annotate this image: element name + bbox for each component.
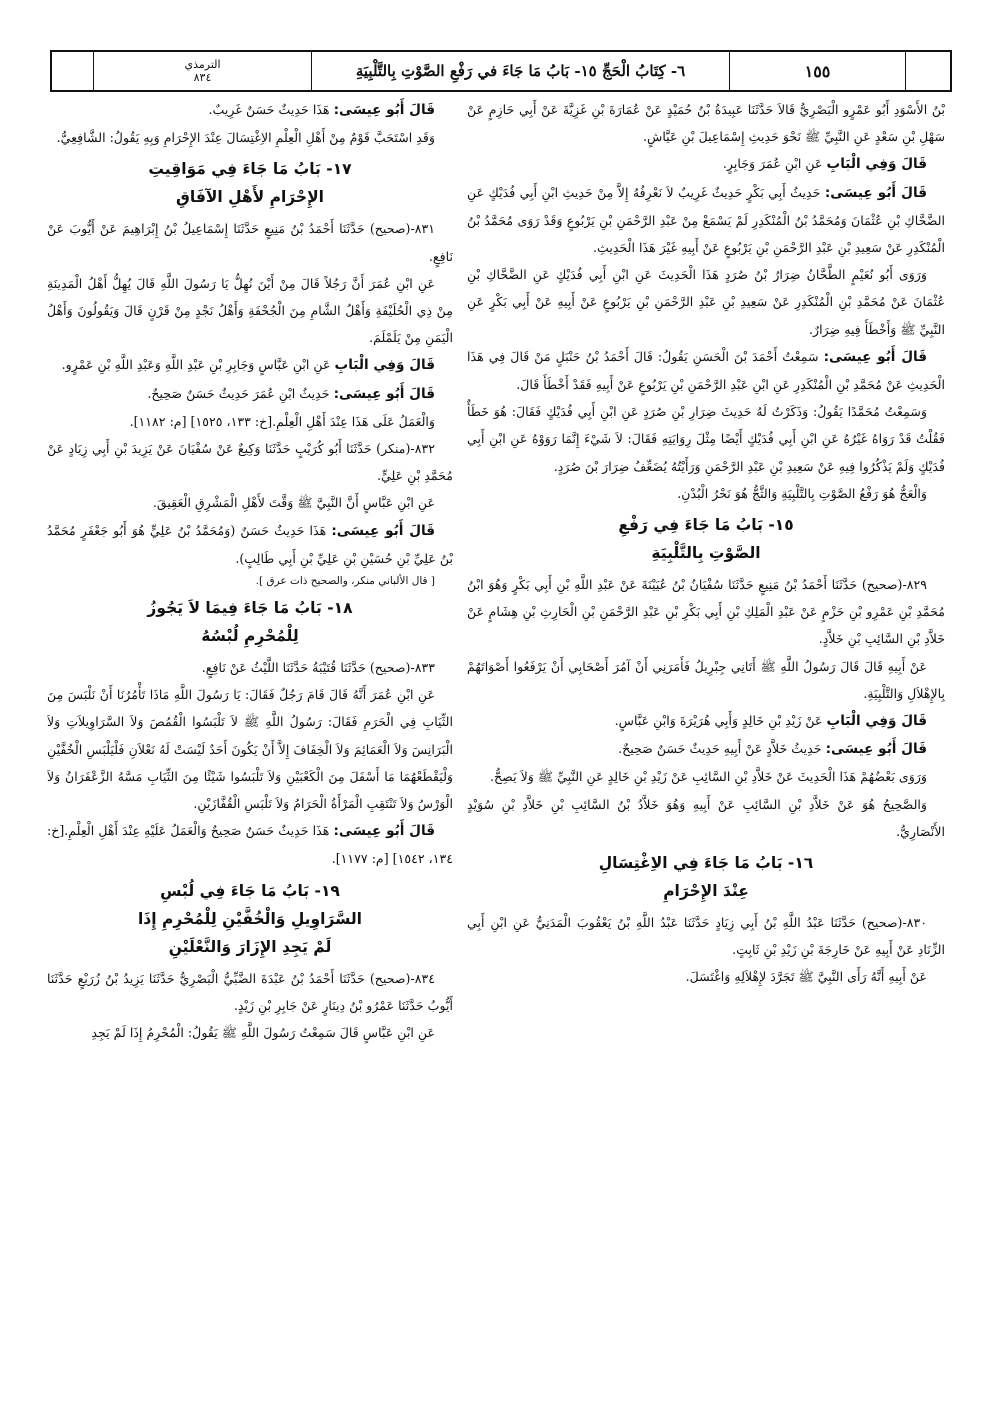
- paragraph: عَنْ أَبِيهِ أَنَّهُ رَأَى النَّبِيَّ ﷺ تَجَرَّدَ لإِهْلاَلِهِ وَاغْتَسَلَ.: [685, 969, 927, 985]
- chapter-heading: [47, 155, 453, 211]
- narrator-label: قَالَ وَفِي الْبَابِ: [826, 713, 927, 730]
- narrator-label: قَالَ أَبُو عِيسَى:: [333, 385, 435, 402]
- chapter-heading: [47, 594, 453, 650]
- narrator-label: قَالَ أَبُو عِيسَى:: [825, 741, 927, 758]
- paragraph-text: حَدِيثُ أَبِي بَكْرٍ حَدِيثٌ غَرِيبٌ لاَ نَعْرِفُهُ إِلاَّ مِنْ حَدِيثِ ابْنِ أَبِي فُدَيْكٍ عَنِ الضَّحَّاكِ بْنِ عُثْمَانَ وَمُحَمَّدُ بْنُ الْمُنْكَدِرِ لَمْ يَسْمَعْ مِنْ عَبْدِ الرَّحْمَنِ بْنِ يَرْبُوعٍ وَقَدْ رَوَى مُحَمَّدُ بْنُ الْمُنْكَدِرِ عَنْ سَعِيدِ بْنِ عَبْدِ الرَّحْمَنِ بْنِ يَرْبُوعٍ عَنْ أَبِيهِ غَيْرَ هَذَا الْحَدِيثِ.: [467, 184, 945, 256]
- footnote: [ قال الألباني منكر، والصحيح ذات عرق ].: [255, 575, 435, 588]
- right-column: [467, 96, 945, 1386]
- chapter-heading-line: ١٨- بَابُ مَا جَاءَ فِيمَا لاَ يَجُوزُ: [147, 599, 353, 618]
- paragraph: [47, 351, 453, 379]
- narrator-label: قَالَ وَفِي الْبَابِ: [334, 357, 435, 374]
- paragraph-text: هَذَا حَدِيثٌ حَسَنٌ صَحِيحٌ وَالْعَمَلُ عَلَيْهِ عِنْدَ أَهْلِ الْعِلْمِ.[خ: ١٣٤، ١٥٤٢] [م: ١١٧٧].: [47, 823, 453, 867]
- narrator-label: قَالَ أَبُو عِيسَى:: [333, 823, 435, 840]
- header-empty-cell: [52, 52, 94, 90]
- chapter-heading-line: عِنْدَ الإِحْرَامِ: [663, 882, 749, 901]
- header-ref-number: ٨٣٤: [193, 71, 212, 84]
- paragraph: عَنِ ابْنِ عَبَّاسٍ أَنَّ النَّبِيَّ ﷺ وَقَّتَ لأَهْلِ الْمَشْرِقِ الْعَقِيقَ.: [152, 495, 435, 511]
- narrator-label: قَالَ وَفِي الْبَابِ: [826, 156, 927, 173]
- paragraph-text: عَنْ زَيْدِ بْنِ خَالِدٍ وَأَبِي هُرَيْرَةَ وَابْنِ عَبَّاسٍ.: [614, 713, 827, 729]
- narrator-label: قَالَ أَبُو عِيسَى:: [823, 348, 927, 365]
- paragraph: [47, 380, 453, 408]
- chapter-heading: [47, 877, 453, 961]
- paragraph: عَنِ ابْنِ عُمَرَ أَنَّهُ قَالَ قَامَ رَجُلٌ فَقَالَ: يَا رَسُولَ اللَّهِ مَاذَا تَأْمُرُنَا أَنْ نَلْبَسَ مِنَ الثِّيَابِ فِي الْحَرَمِ فَقَالَ: رَسُولُ اللَّهِ ﷺ لاَ تَلْبَسُوا الْقُمُصَ وَلاَ السَّرَاوِيلاَتِ وَلاَ الْبَرَانِسَ وَلاَ الْعَمَائِمَ وَلاَ الْخِفَافَ إِلاَّ أَنْ يَكُونَ أَحَدٌ لَيْسَتْ لَهُ نَعْلاَنِ فَلْيَلْبَسِ الْخُفَّيْنِ وَلْيَقْطَعْهُمَا مَا أَسْفَلَ مِنَ الْكَعْبَيْنِ وَلاَ تَلْبَسُوا شَيْئًا مِنَ الثِّيَابِ مَسَّهُ الزَّعْفَرَانُ وَلاَ الْوَرْسُ وَلاَ تَنْتَقِبِ الْمَرْأَةُ الْحَرَامُ وَلاَ تَلْبَسِ الْقُفَّازَيْنِ.: [47, 687, 453, 812]
- page-header: [50, 50, 952, 92]
- header-empty-cell: [906, 52, 950, 90]
- paragraph: وَسَمِعْتُ مُحَمَّدًا يَقُولُ: وَذَكَرْتُ لَهُ حَدِيثَ ضِرَارِ بْنِ صُرَدٍ عَنِ ابْنِ أَبِي فُدَيْكٍ فَقَالَ: هُوَ خَطَأٌ فَقُلْتُ قَدْ رَوَاهُ غَيْرُهُ عَنِ ابْنِ أَبِي فُدَيْكٍ أَيْضًا مِثْلَ رِوَايَتِهِ فَقَالَ: لاَ شَيْءَ إِنَّمَا رَوَوْهُ عَنِ ابْنِ أَبِي فُدَيْكٍ وَلَمْ يَذْكُرُوا فِيهِ عَنْ سَعِيدِ بْنِ عَبْدِ الرَّحْمَنِ وَرَأَيْتُهُ يُضَعِّفُ ضِرَارَ بْنَ صُرَدٍ.: [467, 404, 945, 474]
- chapter-heading-line: السَّرَاوِيلِ وَالْخُفَّيْنِ لِلْمُحْرِمِ إِذَا: [137, 909, 362, 928]
- header-ref-source: الترمذي: [184, 58, 221, 71]
- chapter-heading-line: ١٩- بَابُ مَا جَاءَ فِي لُبْسِ: [160, 881, 340, 900]
- hadith-paragraph: ٨٢٩-(صحيح) حَدَّثَنَا أَحْمَدُ بْنُ مَنِيعٍ حَدَّثَنَا سُفْيَانُ بْنُ عُيَيْنَةَ عَنْ عَبْدِ اللَّهِ بْنِ أَبِي بَكْرٍ وَهُوَ ابْنُ مُحَمَّدِ بْنِ عَمْرِو بْنِ حَزْمٍ عَنْ عَبْدِ الْمَلِكِ بْنِ أَبِي بَكْرِ بْنِ عَبْدِ الرَّحْمَنِ بْنِ الْحَارِثِ بْنِ هِشَامٍ عَنْ خَلاَّدِ بْنِ السَّائِبِ بْنِ خَلاَّدٍ.: [467, 577, 945, 647]
- paragraph: [47, 817, 453, 872]
- paragraph: [467, 707, 945, 735]
- paragraph: [467, 735, 945, 763]
- chapter-heading-line: لِلْمُحْرِمِ لُبْسُهُ: [201, 627, 299, 646]
- hadith-paragraph: ٨٣٤-(صحيح) حَدَّثَنَا أَحْمَدُ بْنُ عَبْدَةَ الضَّبِّيُّ الْبَصْرِيُّ حَدَّثَنَا يَزِيدُ بْنُ زُرَيْعٍ حَدَّثَنَا أَيُّوبُ حَدَّثَنَا عَمْرُو بْنُ دِينَارٍ عَنْ جَابِرِ بْنِ زَيْدٍ.: [47, 970, 453, 1013]
- chapter-heading: [467, 511, 945, 567]
- chapter-heading-line: ١٥- بَابُ مَا جَاءَ فِي رَفْعِ: [618, 516, 794, 535]
- paragraph-text: هَذَا حَدِيثٌ حَسَنٌ غَرِيبٌ.: [208, 102, 334, 117]
- left-column: [47, 96, 453, 1386]
- paragraph: وَقَدِ اسْتَحَبَّ قَوْمٌ مِنْ أَهْلِ الْعِلْمِ الاِغْتِسَالَ عِنْدَ الإِحْرَامِ وَبِهِ يَقُولُ: الشَّافِعِيُّ.: [56, 130, 435, 146]
- paragraph: بْنُ الأَسْوَدِ أَبُو عَمْرٍو الْبَصْرِيُّ قَالاَ حَدَّثَنَا عَبِيدَةُ بْنُ حُمَيْدٍ عَنْ عُمَارَةَ بْنِ غَزِيَّةَ عَنْ أَبِي حَازِمٍ عَنْ سَهْلِ بْنِ سَعْدٍ عَنِ النَّبِيِّ ﷺ نَحْوَ حَدِيثِ إِسْمَاعِيلَ بْنِ عَيَّاشٍ.: [467, 102, 945, 145]
- paragraph: [467, 179, 945, 262]
- chapter-heading-line: ١٧- بَابُ مَا جَاءَ فِي مَوَاقِيتِ: [148, 160, 352, 179]
- paragraph: عَنِ ابْنِ عُمَرَ أَنَّ رَجُلاً قَالَ مِنْ أَيْنَ نُهِلُّ يَا رَسُولَ اللَّهِ قَالَ يُهِلُّ أَهْلُ الْمَدِينَةِ مِنْ ذِي الْحُلَيْفَةِ وَأَهْلُ الشَّامِ مِنَ الْجُحْفَةِ وَأَهْلُ نَجْدٍ مِنْ قَرْنٍ قَالَ وَيَقُولُونَ وَأَهْلُ الْيَمَنِ مِنْ يَلَمْلَمَ.: [47, 275, 453, 346]
- hadith-paragraph: ٨٣١-(صحيح) حَدَّثَنَا أَحْمَدُ بْنُ مَنِيعٍ حَدَّثَنَا إِسْمَاعِيلُ بْنُ إِبْرَاهِيمَ عَنْ أَيُّوبَ عَنْ نَافِعٍ.: [47, 221, 453, 264]
- chapter-heading: [467, 849, 945, 905]
- paragraph: وَالْعَمَلُ عَلَى هَذَا عِنْدَ أَهْلِ الْعِلْمِ.[خ: ١٣٣، ١٥٢٥] [م: ١١٨٢].: [129, 413, 435, 429]
- paragraph-text: هَذَا حَدِيثٌ حَسَنٌ (وَمُحَمَّدُ بْنُ عَلِيٍّ هُوَ أَبُو جَعْفَرٍ مُحَمَّدُ بْنُ عَلِيِّ بْنِ حُسَيْنِ بْنِ عَلِيِّ بْنِ أَبِي طَالِبٍ).: [47, 522, 453, 566]
- page-number: ١٥٥: [730, 52, 906, 90]
- narrator-label: قَالَ أَبُو عِيسَى:: [824, 184, 927, 201]
- paragraph: وَرَوَى بَعْضُهُمْ هَذَا الْحَدِيثَ عَنْ خَلاَّدِ بْنِ السَّائِبِ عَنْ زَيْدِ بْنِ خَالِدٍ عَنِ النَّبِيِّ ﷺ وَلاَ يَصِحُّ.: [490, 769, 927, 785]
- paragraph: وَالصَّحِيحُ هُوَ عَنْ خَلاَّدِ بْنِ السَّائِبِ عَنْ أَبِيهِ وَهُوَ خَلاَّدُ بْنُ السَّائِبِ بْنِ خَلاَّدِ بْنِ سُوَيْدٍ الأَنْصَارِيُّ.: [467, 796, 945, 839]
- paragraph: [47, 517, 453, 572]
- hadith-paragraph: ٨٣٣-(صحيح) حَدَّثَنَا قُتَيْبَةُ حَدَّثَنَا اللَّيْثُ عَنْ نَافِعٍ.: [201, 660, 435, 676]
- narrator-label: قَالَ أَبُو عِيسَى:: [331, 522, 435, 539]
- narrator-label: قَالَ أَبُو عِيسَى:: [333, 102, 435, 118]
- paragraph-text: عَنِ ابْنِ عَبَّاسٍ وَجَابِرِ بْنِ عَبْدِ اللَّهِ وَعَبْدِ اللَّهِ بْنِ عَمْرٍو.: [61, 357, 335, 373]
- paragraph: وَرَوَى أَبُو نُعَيْمٍ الطَّحَّانُ ضِرَارُ بْنُ صُرَدٍ هَذَا الْحَدِيثَ عَنِ ابْنِ أَبِي فُدَيْكٍ عَنِ الضَّحَّاكِ بْنِ عُثْمَانَ عَنْ مُحَمَّدِ بْنِ الْمُنْكَدِرِ عَنْ سَعِيدِ بْنِ عَبْدِ الرَّحْمَنِ بْنِ يَرْبُوعٍ عَنْ أَبِيهِ عَنْ أَبِي بَكْرٍ عَنِ النَّبِيِّ ﷺ وَأَخْطَأَ فِيهِ ضِرَارٌ.: [467, 267, 945, 337]
- chapter-heading-line: الصَّوْتِ بِالتَّلْبِيَةِ: [651, 544, 761, 563]
- header-reference: [94, 52, 312, 90]
- paragraph-text: حَدِيثُ ابْنِ عُمَرَ حَدِيثٌ حَسَنٌ صَحِيحٌ.: [147, 385, 334, 401]
- paragraph: عَنْ أَبِيهِ قَالَ قَالَ رَسُولُ اللَّهِ ﷺ أَتَانِي جِبْرِيلُ فَأَمَرَنِي أَنْ آمُرَ أَصْحَابِي أَنْ يَرْفَعُوا أَصْوَاتَهُمْ بِالإِهْلاَلِ وَالتَّلْبِيَةِ.: [467, 658, 945, 701]
- paragraph: [467, 343, 945, 398]
- chapter-heading-line: لَمْ يَجِدِ الإِزَارَ وَالنَّعْلَيْنِ: [168, 937, 332, 956]
- paragraph-text: عَنِ ابْنِ عُمَرَ وَجَابِرٍ.: [722, 156, 827, 172]
- paragraph: [47, 96, 453, 124]
- chapter-heading-line: الإِحْرَامِ لأَهْلِ الآفَاقِ: [176, 188, 324, 207]
- header-title: ٦- كِتَابُ الْحَجِّ ١٥- بَابُ مَا جَاءَ في رَفْعِ الصَّوْتِ بِالتَّلْبِيَةِ: [312, 52, 730, 90]
- paragraph: [467, 150, 945, 178]
- chapter-heading-line: ١٦- بَابُ مَا جَاءَ فِي الاِغْتِسَالِ: [598, 854, 814, 873]
- paragraph: وَالْعَجُّ هُوَ رَفْعُ الصَّوْتِ بِالتَّلْبِيَةِ وَالثَّجُّ هُوَ نَحْرُ الْبُدْنِ.: [677, 485, 927, 501]
- paragraph-text: سَمِعْتُ أَحْمَدَ بْنَ الْحَسَنِ يَقُولُ: قَالَ أَحْمَدُ بْنُ حَنْبَلٍ مَنْ قَالَ فِي هَذَا الْحَدِيثِ عَنْ مُحَمَّدِ بْنِ الْمُنْكَدِرِ عَنِ ابْنِ عَبْدِ الرَّحْمَنِ بْنِ يَرْبُوعٍ عَنْ أَبِيهِ فَقَدْ أَخْطَأَ قَالَ.: [467, 348, 945, 393]
- hadith-paragraph: ٨٣٢-(منكر) حَدَّثَنَا أَبُو كُرَيْبٍ حَدَّثَنَا وَكِيعٌ عَنْ سُفْيَانَ عَنْ يَزِيدَ بْنِ أَبِي زِيَادٍ عَنْ مُحَمَّدِ بْنِ عَلِيٍّ.: [47, 441, 453, 484]
- paragraph-text: حَدِيثُ خَلاَّدٍ عَنْ أَبِيهِ حَدِيثٌ حَسَنٌ صَحِيحٌ.: [618, 741, 826, 757]
- paragraph: عَنِ ابْنِ عَبَّاسٍ قَالَ سَمِعْتُ رَسُولَ اللَّهِ ﷺ يَقُولُ: الْمُحْرِمُ إِذَا لَمْ يَجِدِ: [91, 1025, 435, 1041]
- hadith-paragraph: ٨٣٠-(صحيح) حَدَّثَنَا عَبْدُ اللَّهِ بْنُ أَبِي زِيَادٍ حَدَّثَنَا عَبْدُ اللَّهِ بْنُ يَعْقُوبَ الْمَدَنِيُّ عَنِ ابْنِ أَبِي الزِّنَادِ عَنْ أَبِيهِ عَنْ خَارِجَةَ بْنِ زَيْدِ بْنِ ثَابِتٍ.: [467, 915, 945, 958]
